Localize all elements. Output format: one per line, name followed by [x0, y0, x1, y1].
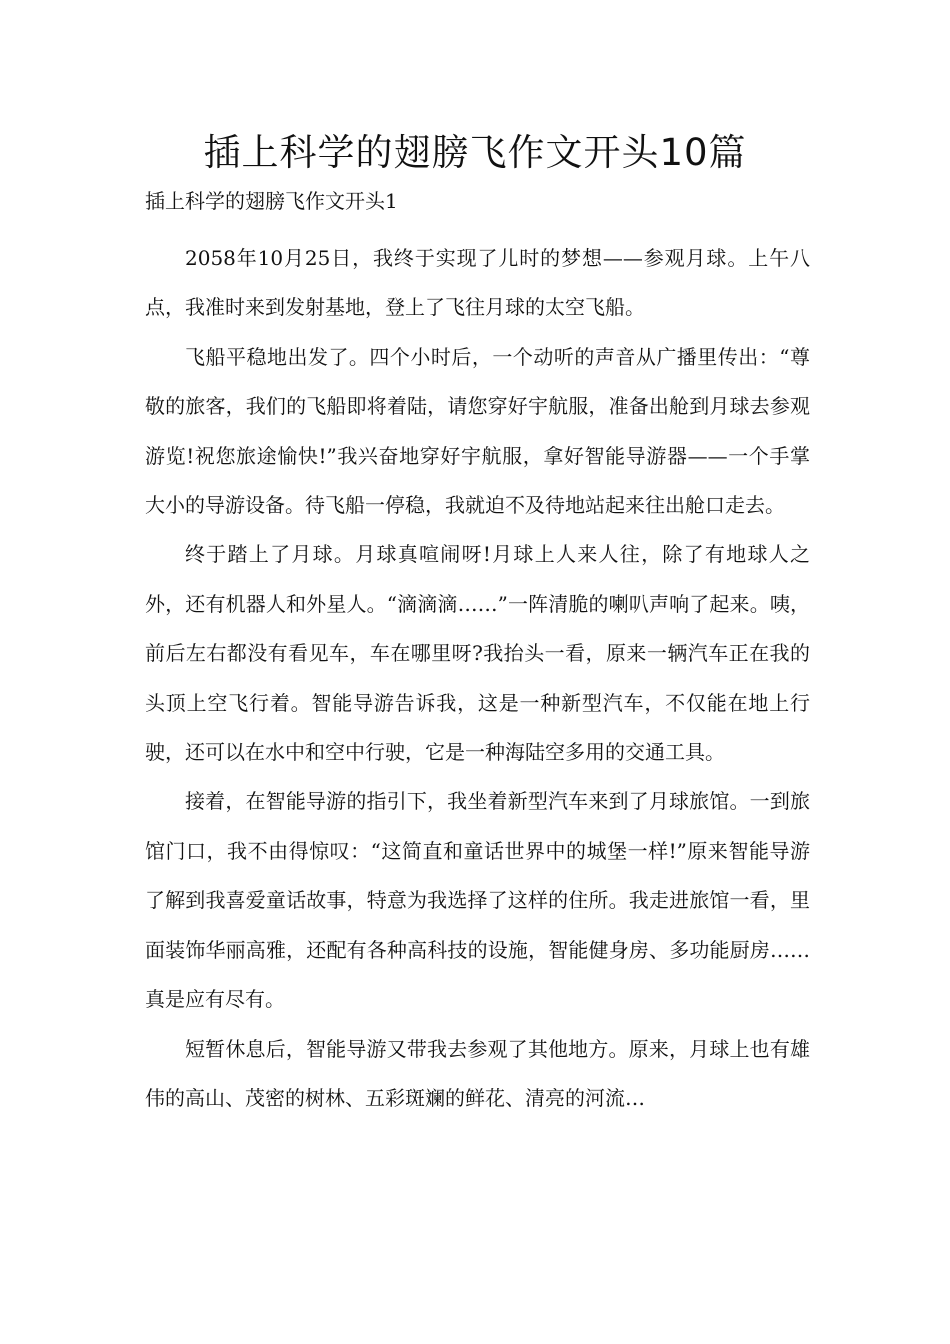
paragraph: 终于踏上了月球。月球真喧闹呀!月球上人来人往，除了有地球人之外，还有机器人和外星人。“滴滴滴……”一阵清脆的喇叭声响了起来。咦，前后左右都没有看见车，车在哪里呀?我抬头一看，原来一辆汽车正在我的头顶上空飞行着。智能导游告诉我，这是一种新型汽车，不仅能在地上行驶，还可以在水中和空中行驶，它是一种海陆空多用的交通工具。 — [145, 542, 810, 765]
article-body — [145, 234, 810, 1123]
section-heading: 插上科学的翅膀飞作文开头1 — [145, 189, 398, 213]
document-title: 插上科学的翅膀飞作文开头10篇 — [203, 131, 747, 174]
paragraph: 接着，在智能导游的指引下，我坐着新型汽车来到了月球旅馆。一到旅馆门口，我不由得惊叹：“这简直和童话世界中的城堡一样!”原来智能导游了解到我喜爱童话故事，特意为我选择了这样的住所。我走进旅馆一看，里面装饰华丽高雅，还配有各种高科技的设施，智能健身房、多功能厨房……真是应有尽有。 — [145, 789, 810, 1012]
paragraph: 短暂休息后，智能导游又带我去参观了其他地方。原来，月球上也有雄伟的高山、茂密的树林、五彩斑斓的鲜花、清亮的河流… — [145, 1036, 810, 1110]
paragraph: 飞船平稳地出发了。四个小时后，一个动听的声音从广播里传出：“尊敬的旅客，我们的飞船即将着陆，请您穿好宇航服，准备出舱到月球去参观游览!祝您旅途愉快!”我兴奋地穿好宇航服，拿好智能导游器——一个手掌大小的导游设备。待飞船一停稳，我就迫不及待地站起来往出舱口走去。 — [145, 344, 810, 518]
paragraph: 2058年10月25日，我终于实现了儿时的梦想——参观月球。上午八点，我准时来到发射基地，登上了飞往月球的太空飞船。 — [145, 246, 810, 320]
